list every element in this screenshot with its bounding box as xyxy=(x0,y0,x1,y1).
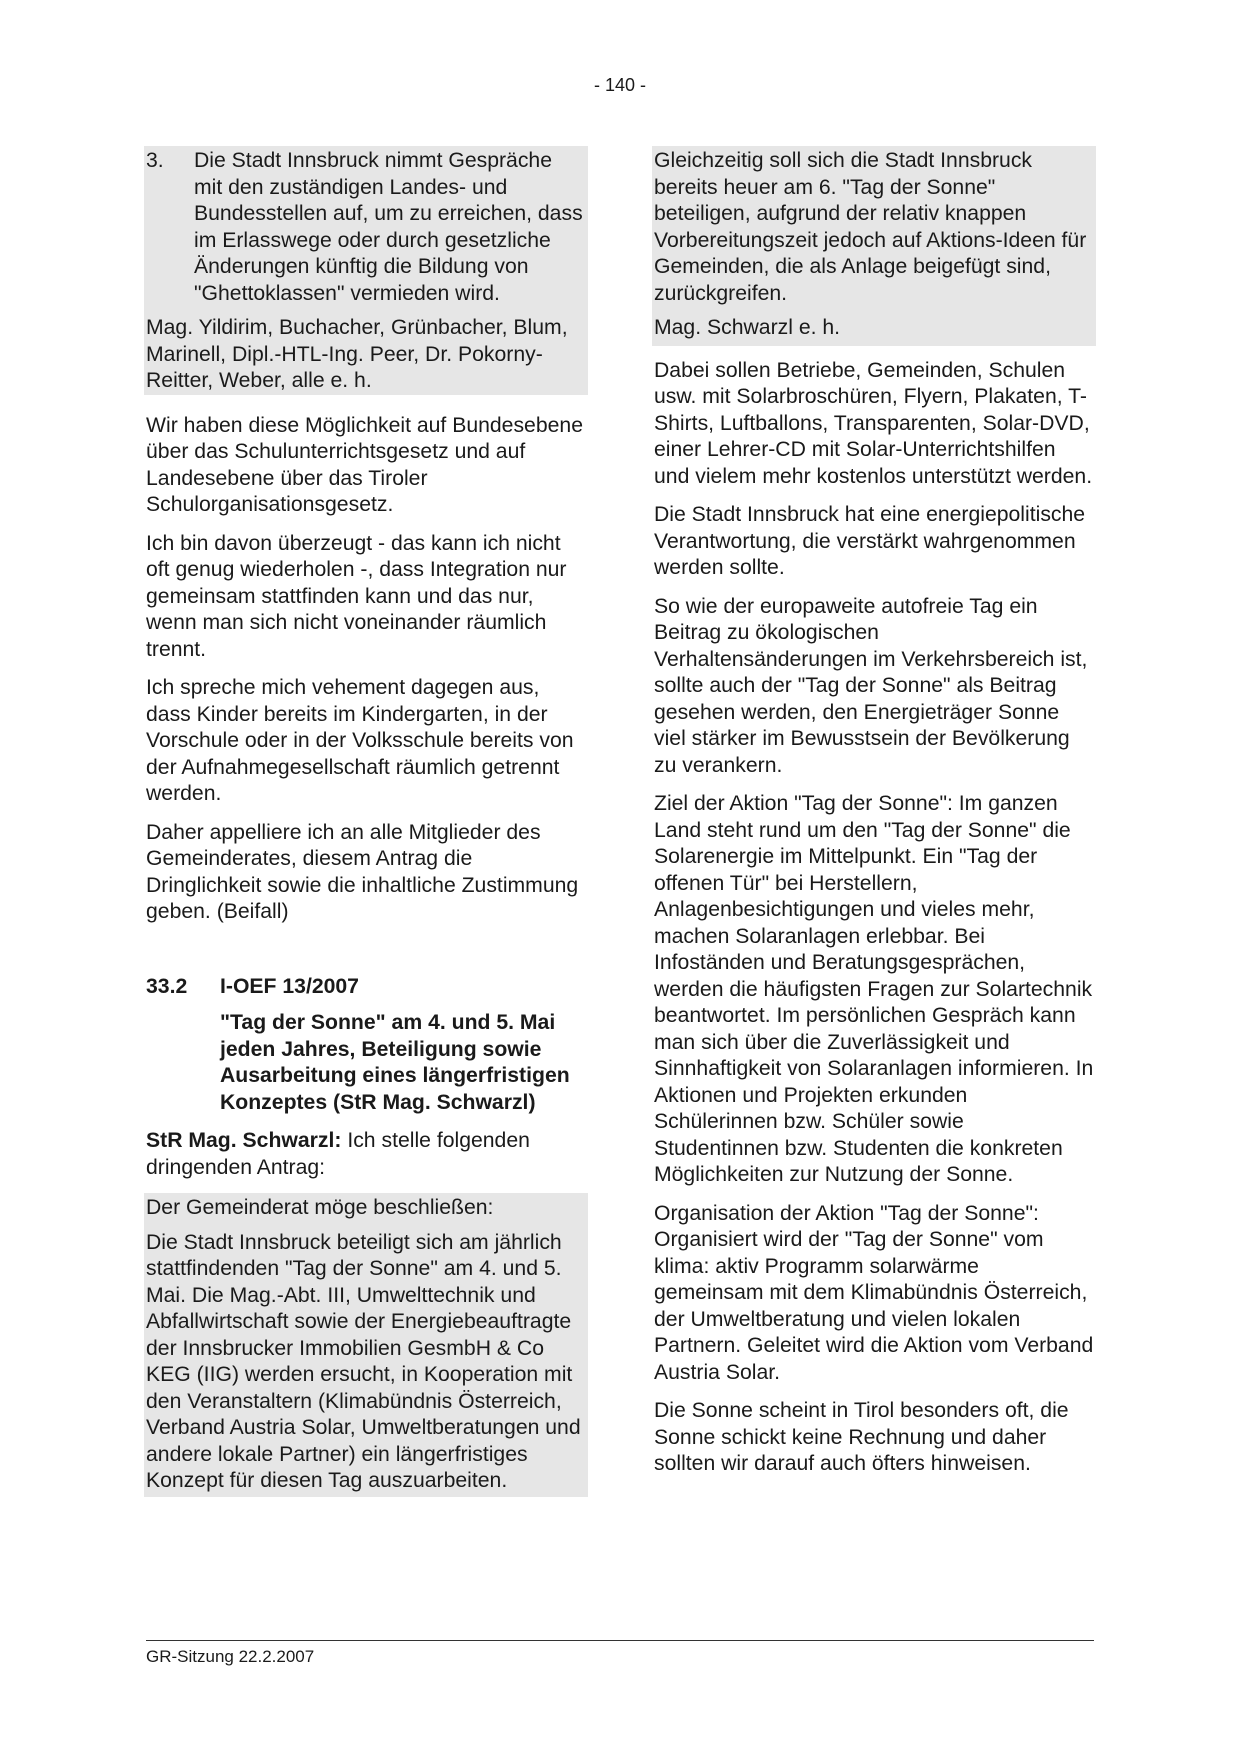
paragraph: Ich spreche mich vehement dagegen aus, dass Kinder bereits im Kindergarten, in der Vorschule oder in der Volksschule bereits von der Aufnahmegesellschaft räumlich getrennt werden. xyxy=(146,676,574,805)
footer-divider xyxy=(146,1640,1094,1641)
speaker-paragraph xyxy=(146,1128,586,1181)
item-number: 3. xyxy=(146,149,164,172)
motion-continuation: Gleichzeitig soll sich die Stadt Innsbruck bereits heuer am 6. "Tag der Sonne" beteiligen, aufgrund der relativ knappen Vorbereitungszeit jedoch auf Aktions-Ideen für Gemeinden, die als Anlage beigefügt sind, zurückgreifen. xyxy=(654,149,1087,305)
paragraph: Dabei sollen Betriebe, Gemeinden, Schulen usw. mit Solarbroschüren, Flyern, Plakaten, T-Shirts, Luftballons, Transparenten, Solar-DVD, einer Lehrer-CD mit Solar-Unterrichtshilfen und vielem mehr kostenlos unterstützt werden. xyxy=(654,358,1093,488)
paragraph: Wir haben diese Möglichkeit auf Bundesebene über das Schulunterrichtsgesetz und auf Landesebene über das Tiroler Schulorganisationsgesetz. xyxy=(146,413,583,516)
section-number: 33.2 xyxy=(146,974,188,998)
paragraph: Daher appelliere ich an alle Mitglieder des Gemeinderates, diesem Antrag die Dringlichkeit sowie die inhaltliche Zustimmung geben. (Beifall) xyxy=(146,820,579,923)
signers: Mag. Yildirim, Buchacher, Grünbacher, Blum, Marinell, Dipl.-HTL-Ing. Peer, Dr. Pokorny-Reitter, Weber, alle e. h. xyxy=(146,316,568,392)
paragraph: Organisation der Aktion "Tag der Sonne": Organisiert wird der "Tag der Sonne" vom klima: aktiv Programm solarwärme gemeinsam mit dem Klimabündnis Österreich, der Umweltberatung und vielen lokalen Partnern. Geleitet wird die Aktion vom Verband Austria Solar. xyxy=(654,1201,1094,1384)
numbered-item-3 xyxy=(146,148,586,307)
section-code: I-OEF 13/2007 xyxy=(220,974,359,998)
motion-box-continued xyxy=(144,146,588,395)
motion-intro: Der Gemeinderat möge beschließen: xyxy=(146,1196,494,1219)
motion-box-continued-right xyxy=(652,146,1096,346)
paragraph: Ich bin davon überzeugt - das kann ich nicht oft genug wiederholen -, dass Integration nur gemeinsam stattfinden kann und das nur, wenn man sich nicht voneinander räumlich trennt. xyxy=(146,531,567,661)
motion-text: Die Stadt Innsbruck beteiligt sich am jährlich stattfindenden "Tag der Sonne" am 4. und 5. Mai. Die Mag.-Abt. III, Umwelttechnik und Abfallwirtschaft sowie der Energiebeauftragte der Innsbrucker Immobilien GesmbH & Co KEG (IIG) werden ersucht, in Kooperation mit den Veranstaltern (Klimabündnis Österreich, Verband Austria Solar, Umweltberatungen und andere lokale Partner) ein längerfristiges Konzept für diesen Tag auszuarbeiten. xyxy=(146,1230,581,1492)
motion-box xyxy=(144,1193,588,1497)
section-heading xyxy=(146,974,586,1001)
speaker-name: StR Mag. Schwarzl: xyxy=(146,1129,342,1152)
section-title: "Tag der Sonne" am 4. und 5. Mai jeden Jahres, Beteiligung sowie Ausarbeitung eines längerfristigen Konzeptes (StR Mag. Schwarzl) xyxy=(220,1011,570,1114)
paragraph: Die Stadt Innsbruck hat eine energiepolitische Verantwortung, die verstärkt wahrgenommen werden sollte. xyxy=(654,503,1086,579)
signer: Mag. Schwarzl e. h. xyxy=(654,316,841,339)
speaker-text: Ich stelle folgenden dringenden Antrag: xyxy=(146,1129,530,1179)
paragraph: So wie der europaweite autofreie Tag ein Beitrag zu ökologischen Verhaltensänderungen im Verkehrsbereich ist, sollte auch der "Tag der Sonne" als Beitrag gesehen werden, den Energieträger Sonne viel stärker im Bewusstsein der Bevölkerung zu verankern. xyxy=(654,594,1088,777)
left-column xyxy=(146,146,586,1509)
paragraph: Die Sonne scheint in Tirol besonders oft, die Sonne schickt keine Rechnung und daher sollten wir darauf auch öfters hinweisen. xyxy=(654,1399,1069,1475)
paragraph: Ziel der Aktion "Tag der Sonne": Im ganzen Land steht rund um den "Tag der Sonne" die Solarenergie im Mittelpunkt. Ein "Tag der offenen Tür" bei Herstellern, Anlagenbesichtigungen und vieles mehr, machen Solaranlagen erlebbar. Bei Infoständen und Beratungsgesprächen, werden die häufigsten Fragen zur Solartechnik beantwortet. Im persönlichen Gespräch kann man sich über die Zuverlässigkeit und Sinnhaftigkeit von Solaranlagen informieren. In Aktionen und Projekten erkunden Schülerinnen bzw. Schüler sowie Studentinnen bzw. Studenten die konkreten Möglichkeiten zur Nutzung der Sonne. xyxy=(654,792,1094,1186)
page-number: - 140 - xyxy=(593,75,647,95)
item-text: Die Stadt Innsbruck nimmt Gespräche mit den zuständigen Landes- und Bundesstellen auf, um zu erreichen, dass im Erlasswege oder durch gesetzliche Änderungen künftig die Bildung von "Ghettoklassen" vermieden wird. xyxy=(194,149,583,305)
footer: GR-Sitzung 22.2.2007 xyxy=(146,1647,315,1666)
right-column xyxy=(654,146,1094,1490)
